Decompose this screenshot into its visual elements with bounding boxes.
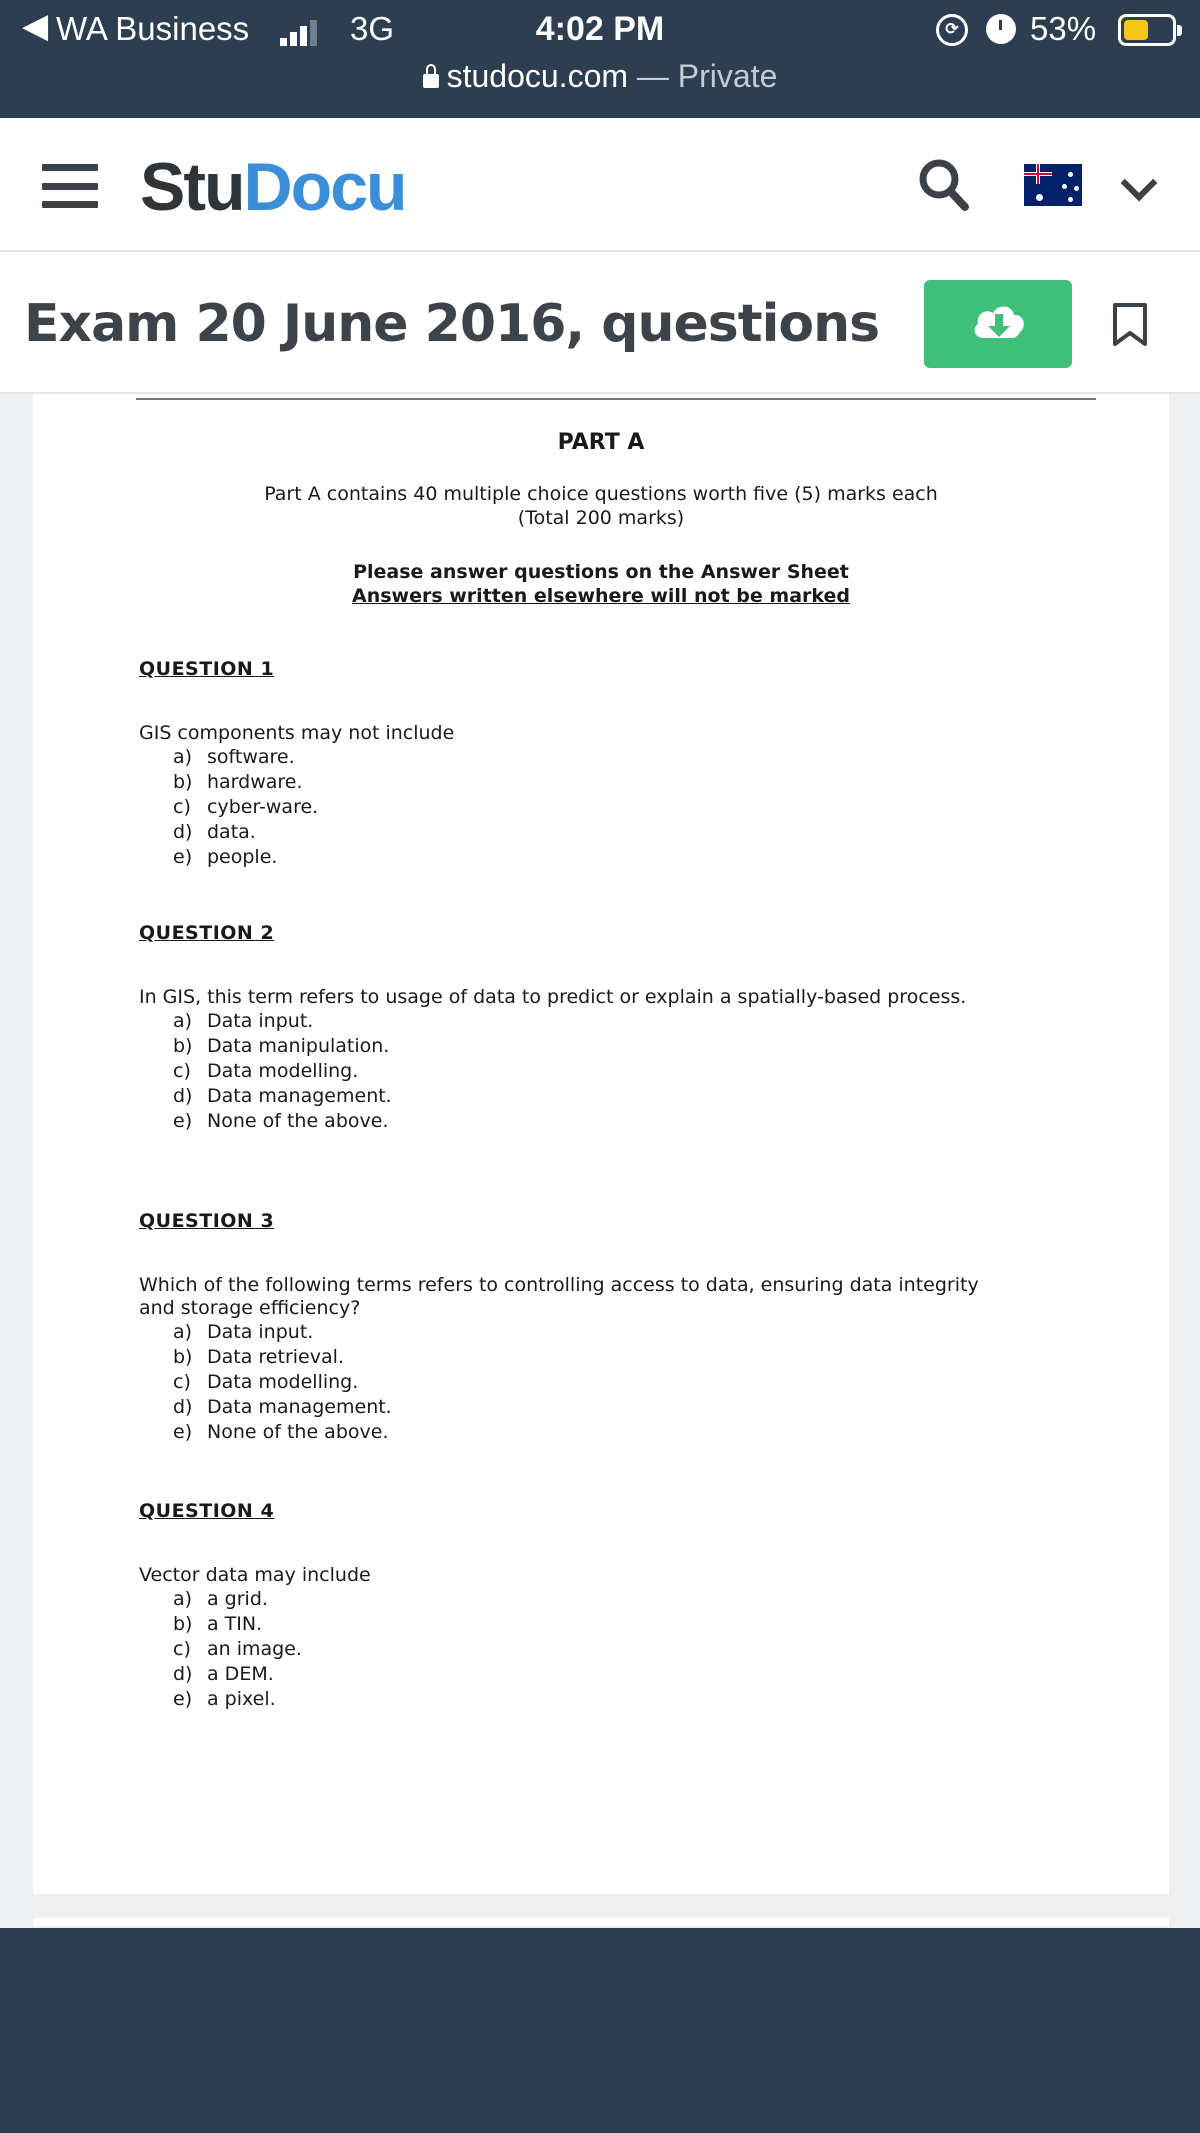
answer-instructions — [33, 560, 1169, 608]
orientation-lock-icon: ⟳ — [936, 14, 968, 46]
battery-percent: 53% — [1030, 10, 1097, 47]
clock: 4:02 PM — [535, 10, 665, 48]
battery-icon — [1118, 14, 1176, 46]
answer-options — [173, 1320, 1019, 1445]
address-bar[interactable] — [0, 58, 1200, 95]
intro-line-2: (Total 200 marks) — [517, 507, 685, 529]
answer-option: d) Data management. — [173, 1085, 392, 1107]
answer-option: d) Data management. — [173, 1396, 392, 1418]
network-type-label: 3G — [350, 10, 395, 47]
answer-options — [173, 745, 1019, 870]
cloud-download-icon — [970, 298, 1028, 348]
question-2 — [139, 922, 1019, 1134]
private-mode-label: Private — [677, 58, 778, 94]
search-icon[interactable] — [918, 158, 970, 212]
answer-option: b) Data retrieval. — [173, 1346, 344, 1368]
studocu-logo[interactable]: StuDocu — [140, 149, 406, 225]
answer-option: c) Data modelling. — [173, 1371, 359, 1393]
instruction-line-2: Answers written elsewhere will not be marked — [351, 585, 851, 607]
answer-option: e) None of the above. — [173, 1421, 389, 1443]
question-stem: In GIS, this term refers to usage of data to predict or explain a spatially-based process. — [139, 986, 967, 1008]
answer-option: d) data. — [173, 821, 256, 843]
document-title-bar — [0, 252, 1200, 394]
australia-flag-icon[interactable] — [1024, 164, 1082, 206]
answer-option: e) None of the above. — [173, 1110, 389, 1132]
status-bar — [0, 0, 1200, 118]
answer-options — [173, 1587, 1019, 1712]
document-viewer[interactable] — [0, 394, 1200, 1928]
question-1 — [139, 658, 1019, 870]
url-text: studocu.com — [446, 58, 629, 94]
answer-option: d) a DEM. — [173, 1663, 274, 1685]
answer-option: c) Data modelling. — [173, 1060, 359, 1082]
question-heading: QUESTION 3 — [139, 1210, 275, 1232]
download-button[interactable] — [924, 280, 1072, 368]
question-heading: QUESTION 1 — [139, 658, 275, 680]
chevron-down-icon[interactable] — [1121, 165, 1158, 202]
answer-option: a) Data input. — [173, 1321, 314, 1343]
answer-option: a) Data input. — [173, 1010, 314, 1032]
document-page — [33, 394, 1169, 1894]
url-separator: — — [636, 58, 669, 94]
back-to-app-icon[interactable]: ◀ — [22, 7, 49, 45]
page-divider — [136, 398, 1096, 400]
alarm-icon — [986, 14, 1016, 44]
question-heading: QUESTION 2 — [139, 922, 275, 944]
site-header — [0, 118, 1200, 252]
bookmark-icon[interactable] — [1112, 302, 1148, 348]
part-intro — [33, 482, 1169, 530]
part-title: PART A — [557, 430, 645, 455]
answer-option: b) hardware. — [173, 771, 303, 793]
battery-level-fill — [1124, 20, 1148, 40]
answer-option: e) a pixel. — [173, 1688, 276, 1710]
menu-icon[interactable] — [42, 164, 98, 208]
answer-option: a) software. — [173, 746, 295, 768]
question-4 — [139, 1500, 1019, 1712]
answer-options — [173, 1009, 1019, 1134]
answer-option: c) an image. — [173, 1638, 302, 1660]
intro-line-1: Part A contains 40 multiple choice questions worth five (5) marks each — [264, 483, 938, 505]
carrier-label: WA Business — [56, 10, 250, 47]
answer-option: b) a TIN. — [173, 1613, 263, 1635]
question-stem: Which of the following terms refers to controlling access to data, ensuring data integrity and storage efficiency? — [139, 1274, 979, 1319]
question-stem: GIS components may not include — [139, 722, 455, 744]
answer-option: b) Data manipulation. — [173, 1035, 390, 1057]
question-heading: QUESTION 4 — [139, 1500, 275, 1522]
next-page-edge — [33, 1918, 1169, 1926]
answer-option: e) people. — [173, 846, 278, 868]
question-stem: Vector data may include — [139, 1564, 371, 1586]
answer-option: c) cyber-ware. — [173, 796, 319, 818]
document-title: Exam 20 June 2016, questions — [24, 294, 880, 354]
bottom-bar — [0, 1928, 1200, 2133]
answer-option: a) a grid. — [173, 1588, 268, 1610]
instruction-line-1: Please answer questions on the Answer Sheet — [353, 561, 849, 583]
question-3 — [139, 1210, 1019, 1445]
lock-icon — [423, 74, 439, 88]
